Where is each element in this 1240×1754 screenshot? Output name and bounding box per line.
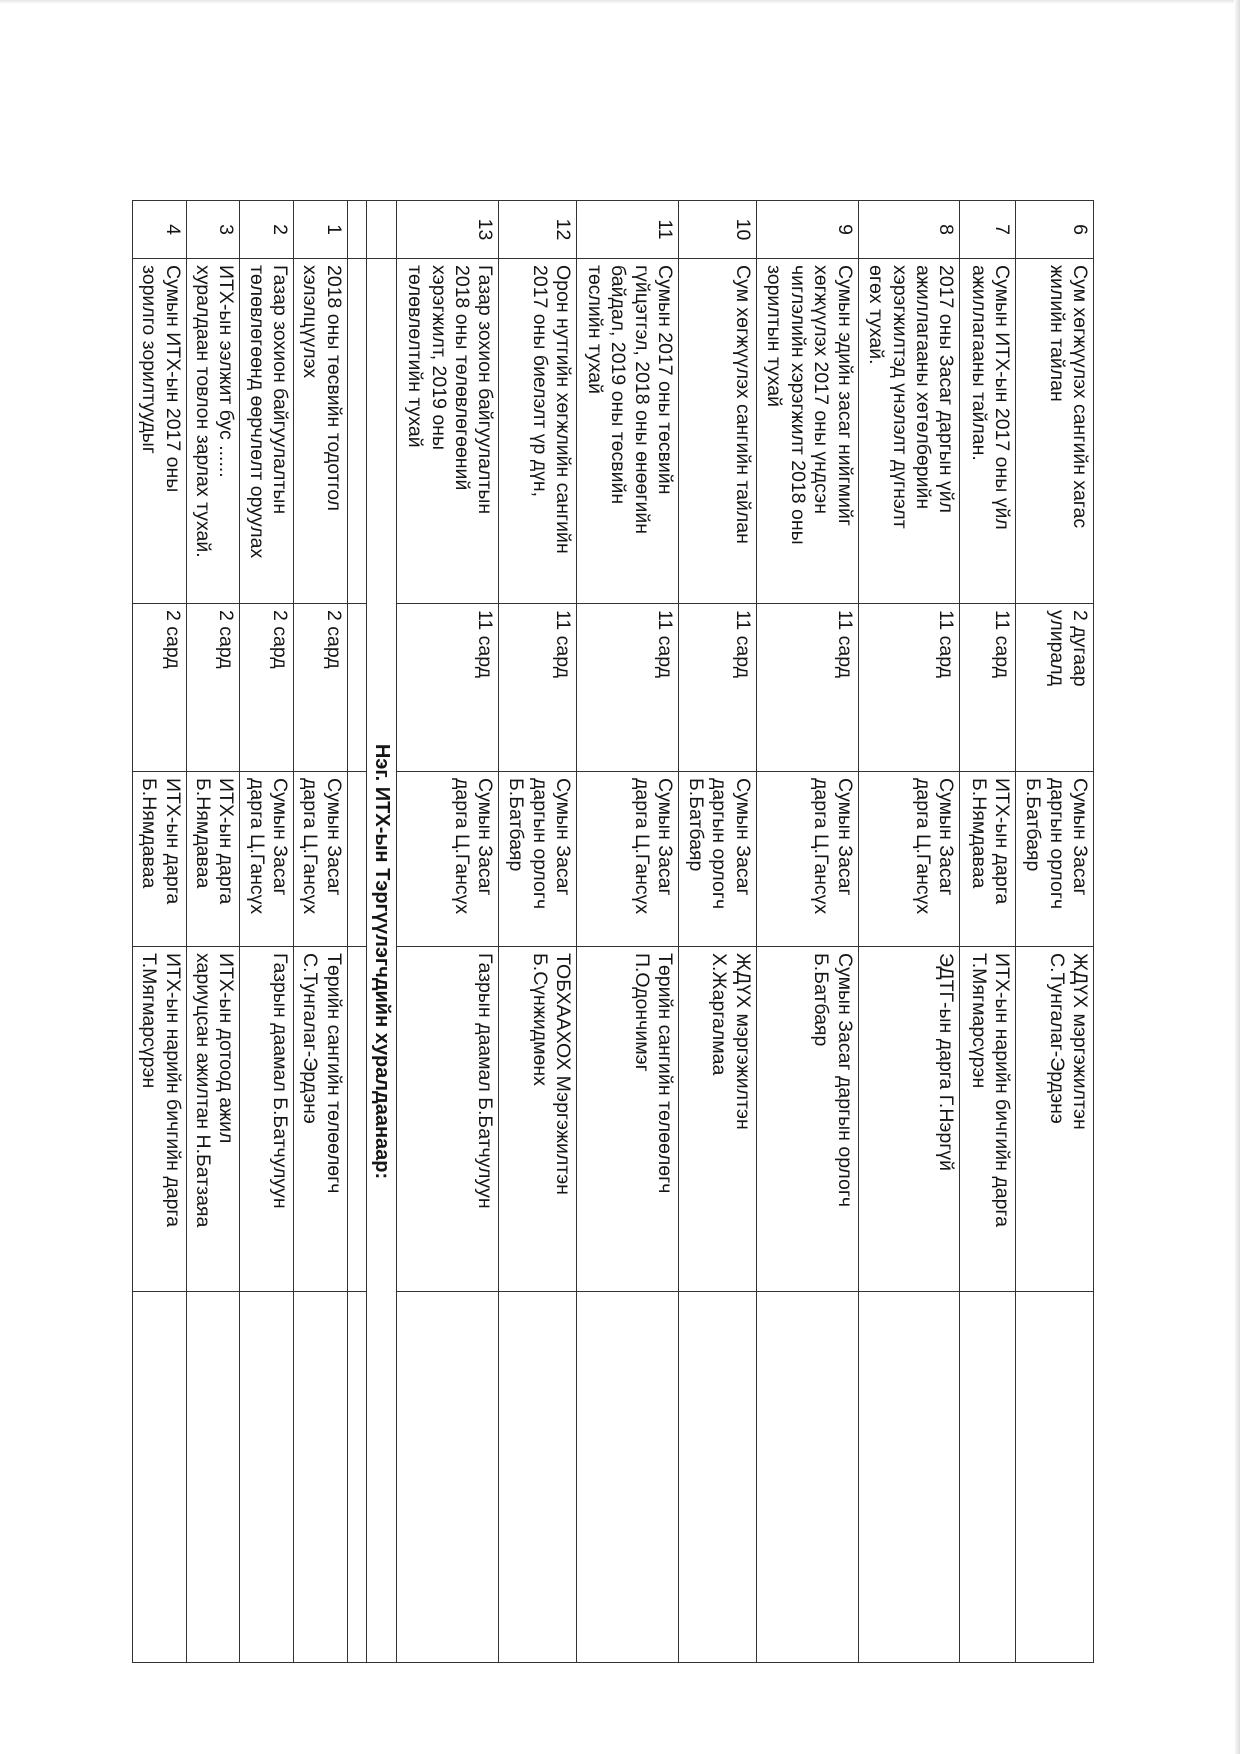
presenter-line: Сумын Засаг <box>322 778 345 896</box>
topic-line: Сум хөгжүүлэх сангийн тайлан <box>731 265 754 544</box>
spacer-cell <box>347 259 367 604</box>
notes-cell <box>186 1292 240 1663</box>
topic-line: чиглэлийн хэрэгжилт 2018 оны <box>786 265 809 545</box>
topic-line: зорилго зорилтуудыг <box>138 265 161 454</box>
time-line: 11 сард <box>833 610 856 679</box>
presenter-line: дарга Ц.Гансүх <box>451 778 474 915</box>
topic-line: байдал, 2019 оны төсвийн <box>607 265 630 505</box>
preparer-line: ИТХ-ын нарийн бичгийн дарга <box>161 953 184 1227</box>
time-line: 11 сард <box>991 610 1014 679</box>
time-line: 2 дугаар <box>1069 610 1091 687</box>
presenter-line: Б.Нямдаваа <box>138 778 161 889</box>
notes-cell <box>499 1292 577 1663</box>
preparer-cell <box>186 947 240 1292</box>
time-cell <box>858 604 960 772</box>
topic-line: Сумын ИТХ-ын 2017 оны үйл <box>991 265 1014 530</box>
spacer-cell <box>347 772 367 947</box>
spacer-row <box>347 201 367 1663</box>
preparer-cell <box>499 947 577 1292</box>
notes-cell <box>577 1292 679 1663</box>
topic-line: 2018 оны төлөвлөгөөний <box>451 265 474 491</box>
topic-line: ажиллагааны хөтөлбөрийн <box>912 265 935 510</box>
table-row <box>186 201 240 1663</box>
topic-line: хөгжүүлэх 2017 оны үндсэн <box>810 265 833 514</box>
time-cell <box>577 604 679 772</box>
topic-line: хэлэлцүүлэх <box>299 265 322 379</box>
time-cell <box>499 604 577 772</box>
time-cell <box>960 604 1016 772</box>
presenter-cell <box>397 772 499 947</box>
time-line: 11 сард <box>474 610 497 679</box>
presenter-cell <box>960 772 1016 947</box>
presenter-line: Сумын Засаг <box>935 778 958 896</box>
time-cell <box>133 604 187 772</box>
row-number: 6 <box>1016 201 1094 259</box>
preparer-line: П.Одончимэг <box>630 953 653 1072</box>
presenter-line: Сумын Засаг <box>1069 778 1091 896</box>
preparer-cell <box>240 947 294 1292</box>
topic-cell <box>577 259 679 604</box>
table-row <box>679 201 757 1663</box>
time-line: 2 сард <box>215 610 238 669</box>
preparer-cell <box>397 947 499 1292</box>
presenter-cell <box>133 772 187 947</box>
time-cell <box>186 604 240 772</box>
table-row <box>499 201 577 1663</box>
spacer-cell <box>347 947 367 1292</box>
topic-line: хэрэгжилт, 2019 оны <box>427 265 450 450</box>
preparer-line: Газрын даамал Б.Батчулуун <box>474 953 497 1209</box>
presenter-cell <box>577 772 679 947</box>
notes-cell <box>756 1292 858 1663</box>
preparer-line: Т.Мягмарсүрэн <box>967 953 990 1089</box>
preparer-line: ЖДҮХ мэргэжилтэн <box>1069 953 1091 1130</box>
presenter-line: дарга Ц.Гансүх <box>810 778 833 915</box>
presenter-line: Сумын Засаг <box>654 778 676 896</box>
notes-cell <box>294 1292 348 1663</box>
topic-line: өгөх тухай. <box>865 265 888 365</box>
table-row <box>858 201 960 1663</box>
presenter-cell <box>1016 772 1094 947</box>
time-cell <box>679 604 757 772</box>
row-number: 2 <box>240 201 294 259</box>
presenter-line: ИТХ-ын дарга <box>991 778 1014 905</box>
table-row <box>577 201 679 1663</box>
table-row <box>397 201 499 1663</box>
presenter-line: дарга Ц.Гансүх <box>630 778 653 915</box>
preparer-cell <box>858 947 960 1292</box>
presenter-line: Сумын Засаг <box>269 778 292 896</box>
topic-line: жилийн тайлан <box>1045 265 1068 402</box>
preparer-cell <box>1016 947 1094 1292</box>
preparer-line: ИТХ-ын нарийн бичгийн дарга <box>991 953 1014 1227</box>
preparer-line: Төрийн сангийн төлөөлөгч <box>322 953 345 1194</box>
presenter-cell <box>858 772 960 947</box>
topic-line: 2018 оны төсвийн тодотгол <box>322 265 345 512</box>
presenter-line: Сумын Засаг <box>731 778 754 896</box>
notes-cell <box>397 1292 499 1663</box>
preparer-line: С.Тунгалаг-Эрдэнэ <box>1045 953 1068 1124</box>
presenter-line: даргын орлогч <box>528 778 551 910</box>
row-number: 1 <box>294 201 348 259</box>
preparer-line: Б.Сүнжидмөнх <box>528 953 551 1086</box>
presenter-line: Б.Батбаяр <box>684 778 707 872</box>
topic-line: Газар зохион байгуулалтын <box>269 265 292 515</box>
presenter-cell <box>186 772 240 947</box>
topic-cell <box>1016 259 1094 604</box>
presenter-line: дарга Ц.Гансүх <box>299 778 322 915</box>
presenter-line: Сумын Засаг <box>552 778 575 896</box>
preparer-cell <box>756 947 858 1292</box>
notes-cell <box>133 1292 187 1663</box>
presenter-cell <box>240 772 294 947</box>
preparer-line: ЭДТГ-ын дарга Г.Нэргүй <box>935 953 958 1171</box>
row-number: 12 <box>499 201 577 259</box>
topic-cell <box>240 259 294 604</box>
topic-line: ИТХ-ын ээлжит бус ...... <box>215 265 238 478</box>
topic-line: Сумын 2017 оны төсвийн <box>654 265 676 495</box>
topic-line: төслийн тухай <box>583 265 606 395</box>
time-cell <box>294 604 348 772</box>
section-header-row <box>367 201 397 1663</box>
preparer-cell <box>577 947 679 1292</box>
notes-cell <box>1016 1292 1094 1663</box>
presenter-line: дарга Ц.Гансүх <box>912 778 935 915</box>
presenter-line: Сумын Засаг <box>474 778 497 896</box>
table-row <box>1016 201 1094 1663</box>
row-number: 3 <box>186 201 240 259</box>
topic-line: Орон нутгийн хөгжлийн сангийн <box>552 265 575 554</box>
topic-line: 2017 оны Засаг даргын үйл <box>935 265 958 513</box>
preparer-line: С.Тунгалаг-Эрдэнэ <box>299 953 322 1124</box>
presenter-line: ИТХ-ын дарга <box>215 778 238 905</box>
page-edge <box>0 0 1240 4</box>
presenter-cell <box>294 772 348 947</box>
preparer-cell <box>960 947 1016 1292</box>
row-number: 4 <box>133 201 187 259</box>
topic-line: 2017 оны биелэлт үр дүн, <box>528 265 551 498</box>
notes-cell <box>858 1292 960 1663</box>
topic-line: Сумын ИТХ-ын 2017 оны <box>161 265 184 493</box>
preparer-line: Газрын даамал Б.Батчулуун <box>269 953 292 1209</box>
topic-line: Сумын эдийн засаг нийгмийг <box>833 265 856 526</box>
time-cell <box>1016 604 1094 772</box>
notes-cell <box>240 1292 294 1663</box>
preparer-line: Б.Батбаяр <box>810 953 833 1047</box>
topic-line: ажиллагааны тайлан. <box>967 265 990 461</box>
spacer-cell <box>347 201 367 259</box>
row-number: 9 <box>756 201 858 259</box>
section-blank-cell <box>367 201 397 259</box>
time-line: 11 сард <box>552 610 575 679</box>
presenter-line: Б.Нямдаваа <box>191 778 214 889</box>
time-cell <box>240 604 294 772</box>
time-line: 11 сард <box>654 610 676 679</box>
preparer-line: ЖДҮХ мэргэжилтэн <box>731 953 754 1130</box>
topic-line: зорилтын тухай <box>763 265 786 407</box>
preparer-line: Т.Мягмарсүрэн <box>138 953 161 1089</box>
topic-cell <box>960 259 1016 604</box>
table-row <box>240 201 294 1663</box>
preparer-cell <box>133 947 187 1292</box>
time-cell <box>756 604 858 772</box>
preparer-line: ТОБХААХОХ Мэргэжилтэн <box>552 953 575 1195</box>
time-line: 11 сард <box>935 610 958 679</box>
topic-cell <box>133 259 187 604</box>
time-line: 2 сард <box>269 610 292 669</box>
time-line: 11 сард <box>731 610 754 679</box>
topic-cell <box>186 259 240 604</box>
row-number: 10 <box>679 201 757 259</box>
notes-cell <box>960 1292 1016 1663</box>
topic-line: төлөвлөгөөнд өөрчлөлт оруулах <box>245 265 268 559</box>
notes-cell <box>679 1292 757 1663</box>
presenter-line: даргын орлогч <box>708 778 731 910</box>
preparer-cell <box>294 947 348 1292</box>
presenter-line: ИТХ-ын дарга <box>161 778 184 905</box>
section-title: Нэг. ИТХ-ын Тэргүүлэгчдийн хуралдаанаар: <box>367 259 397 1663</box>
presenter-line: Б.Батбаяр <box>505 778 528 872</box>
presenter-line: дарга Ц.Гансүх <box>245 778 268 915</box>
presenter-line: даргын орлогч <box>1045 778 1068 910</box>
row-number: 7 <box>960 201 1016 259</box>
topic-cell <box>858 259 960 604</box>
topic-line: хуралдаан товлон зарлах тухай. <box>191 265 214 558</box>
preparer-cell <box>679 947 757 1292</box>
row-number: 11 <box>577 201 679 259</box>
presenter-line: Б.Нямдаваа <box>967 778 990 889</box>
plan-table <box>132 200 1094 1663</box>
preparer-line: хариуцсан ажилтан Н.Батзаяа <box>191 953 214 1228</box>
time-line: 2 сард <box>322 610 345 669</box>
presenter-cell <box>756 772 858 947</box>
topic-cell <box>499 259 577 604</box>
preparer-line: Сумын Засаг даргын орлогч <box>833 953 856 1208</box>
topic-line: Сум хөгжүүлэх сангийн хагас <box>1069 265 1091 529</box>
table-row <box>756 201 858 1663</box>
presenter-line: Б.Батбаяр <box>1022 778 1045 872</box>
topic-cell <box>679 259 757 604</box>
table-row <box>960 201 1016 1663</box>
topic-line: төлөвлөлтийн тухай <box>404 265 427 448</box>
topic-line: хэрэгжилтэд үнэлэлт дүгнэлт <box>888 265 911 529</box>
topic-line: гүйцэтгэл, 2018 оны өнөөгийн <box>630 265 653 535</box>
topic-cell <box>756 259 858 604</box>
table-row <box>133 201 187 1663</box>
time-line: 2 сард <box>161 610 184 669</box>
presenter-line: Сумын Засаг <box>833 778 856 896</box>
row-number: 8 <box>858 201 960 259</box>
preparer-line: Төрийн сангийн төлөөлөгч <box>654 953 676 1194</box>
time-line: улиралд <box>1045 610 1068 687</box>
preparer-line: ИТХ-ын дотоод ажил <box>215 953 238 1144</box>
row-number: 13 <box>397 201 499 259</box>
spacer-cell <box>347 604 367 772</box>
preparer-line: Х.Жаргалмаа <box>708 953 731 1076</box>
presenter-cell <box>499 772 577 947</box>
topic-cell <box>294 259 348 604</box>
presenter-cell <box>679 772 757 947</box>
topic-cell <box>397 259 499 604</box>
page-edge <box>1234 0 1240 1754</box>
time-cell <box>397 604 499 772</box>
table-row <box>294 201 348 1663</box>
spacer-cell <box>347 1292 367 1663</box>
topic-line: Газар зохион байгуулалтын <box>474 265 497 515</box>
